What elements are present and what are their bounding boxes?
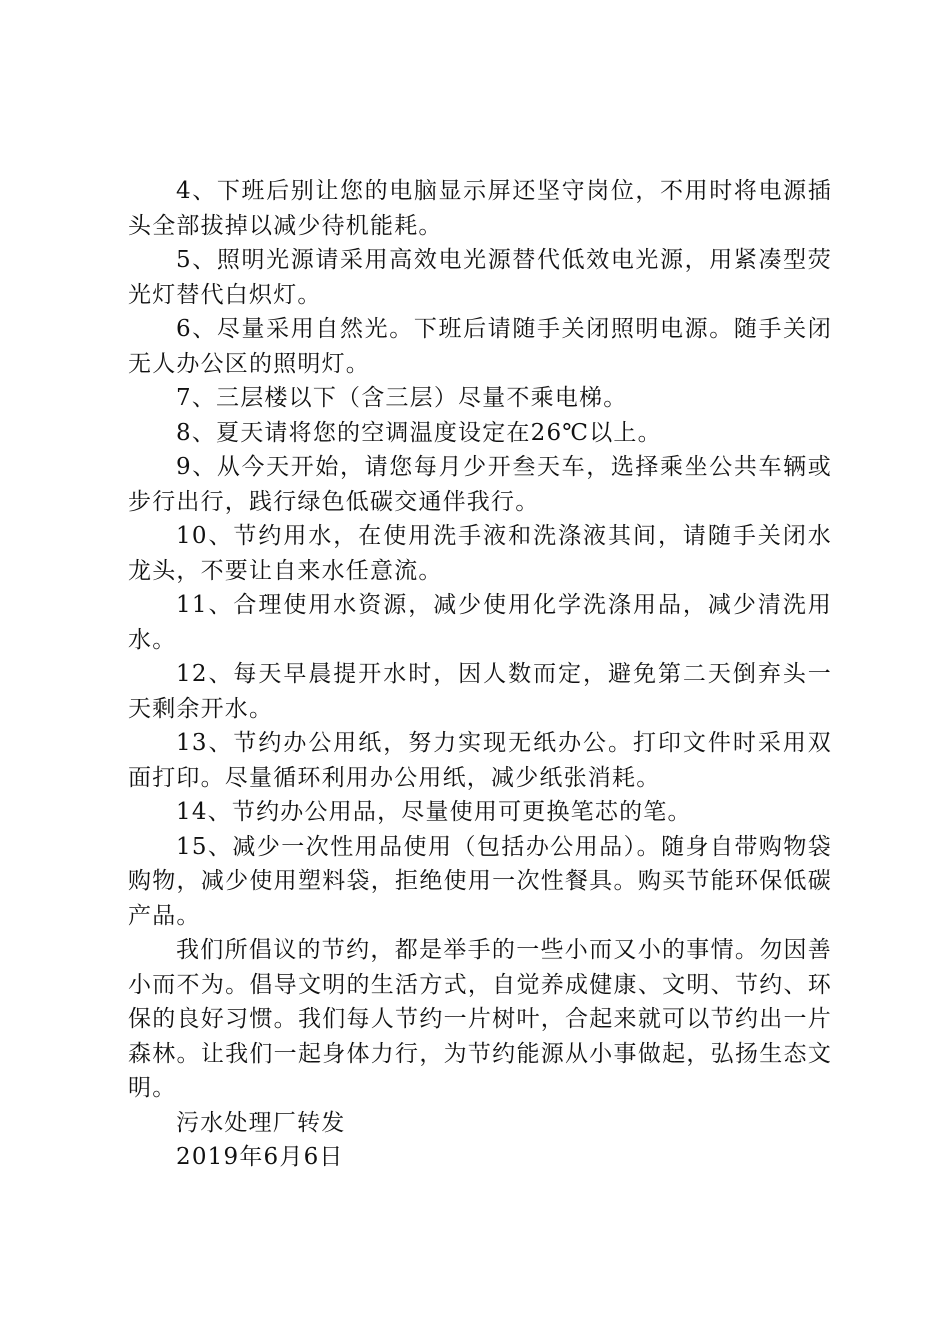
paragraph-item-10: 10、节约用水，在使用洗手液和洗涤液其间，请随手关闭水龙头，不要让自来水任意流。 [128,523,832,584]
document-body [128,174,832,1175]
paragraph-item-13: 13、节约办公用纸，努力实现无纸办公。打印文件时采用双面打印。尽量循环利用办公用纸，减少纸张消耗。 [128,730,832,791]
paragraph-item-9: 9、从今天开始，请您每月少开叁天车，选择乘坐公共车辆或步行出行，践行绿色低碳交通伴我行。 [128,454,832,515]
paragraph-item-11: 11、合理使用水资源，减少使用化学洗涤用品，减少清洗用水。 [128,592,832,653]
signature-line: 污水处理厂转发 [176,1109,346,1136]
paragraph-item-4: 4、下班后别让您的电脑显示屏还坚守岗位，不用时将电源插头全部拔掉以减少待机能耗。 [128,178,832,239]
paragraph-item-5: 5、照明光源请采用高效电光源替代低效电光源，用紧凑型荧光灯替代白炽灯。 [128,247,832,308]
date-line: 2019年6月6日 [176,1144,344,1170]
paragraph-item-7: 7、三层楼以下（含三层）尽量不乘电梯。 [176,385,628,411]
paragraph-item-14: 14、节约办公用品，尽量使用可更换笔芯的笔。 [176,799,692,825]
paragraph-item-8: 8、夏天请将您的空调温度设定在26℃以上。 [176,419,662,446]
paragraph-item-12: 12、每天早晨提开水时，因人数而定，避免第二天倒弃头一天剩余开水。 [128,661,832,722]
paragraph-item-6: 6、尽量采用自然光。下班后请随手关闭照明电源。随手关闭无人办公区的照明灯。 [128,316,832,377]
closing-paragraph: 我们所倡议的节约，都是举手的一些小而又小的事情。勿因善小而不为。倡导文明的生活方式，自觉养成健康、文明、节约、环保的良好习惯。我们每人节约一片树叶，合起来就可以节约出一片森林。让我们一起身体力行，为节约能源从小事做起，弘扬生态文明。 [128,937,832,1101]
paragraph-item-15: 15、减少一次性用品使用（包括办公用品）。随身自带购物袋购物，减少使用塑料袋，拒绝使用一次性餐具。购买节能环保低碳产品。 [128,833,832,929]
